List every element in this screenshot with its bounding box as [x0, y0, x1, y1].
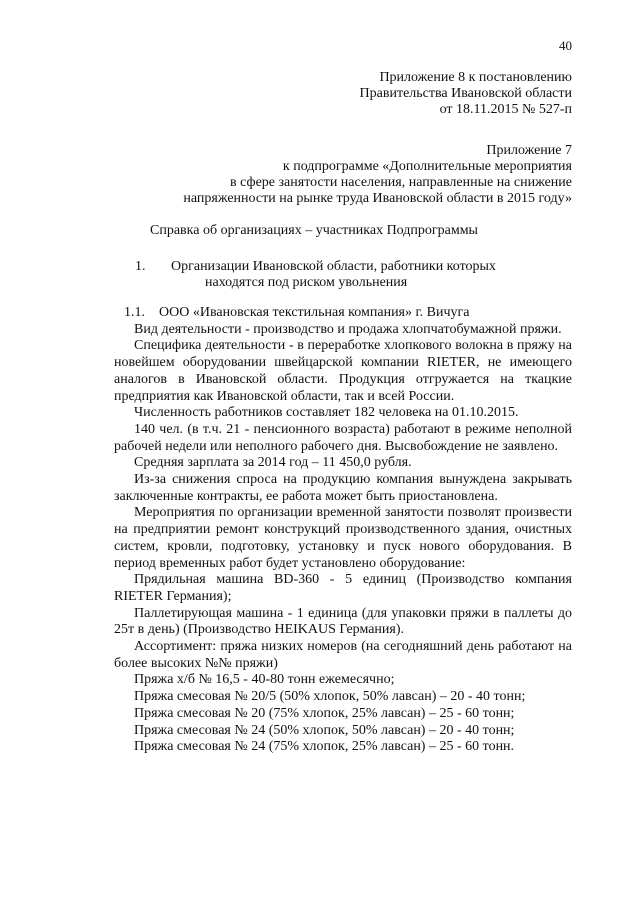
subsection-title: ООО «Ивановская текстильная компания» г. Вичуга	[159, 305, 470, 320]
paragraph: Вид деятельности - производство и продажа хлопчатобумажной пряжи.	[134, 321, 562, 337]
appendix-7-line: в сфере занятости населения, направленные на снижение	[230, 175, 572, 190]
list-item: Пряжа смесовая № 20/5 (50% хлопок, 50% лавсан) – 20 - 40 тонн;	[134, 689, 526, 705]
list-item: Пряжа смесовая № 20 (75% хлопок, 25% лавсан) – 25 - 60 тонн;	[134, 705, 515, 721]
paragraph: Средняя зарплата за 2014 год – 11 450,0 рубля.	[134, 455, 412, 471]
appendix-7-line: к подпрограмме «Дополнительные мероприятия	[282, 159, 572, 174]
appendix-7-line: Приложение 7	[486, 143, 572, 158]
list-item: Пряжа смесовая № 24 (50% хлопок, 50% лавсан) – 20 - 40 тонн;	[134, 722, 515, 738]
appendix-8-header	[360, 70, 572, 118]
appendix-7-header	[183, 143, 572, 207]
subsection-number: 1.1.	[124, 305, 145, 320]
paragraph: Численность работников составляет 182 человека на 01.10.2015.	[134, 405, 519, 421]
paragraph: Ассортимент: пряжа низких номеров (на сегодняшний день работают на более высоких №№ пряжи)	[114, 639, 572, 671]
list-item: Пряжа смесовая № 24 (75% хлопок, 25% лавсан) – 25 - 60 тонн.	[134, 739, 515, 755]
appendix-8-line: Правительства Ивановской области	[359, 86, 572, 101]
paragraph: Специфика деятельности - в переработке хлопкового волокна в пряжу на новейшем оборудовании швейцарской компании RIETER, не имеющего аналогов в Ивановской области. Продукция отгружается на ткацкие предприятия как Ивановской области, так и всей России.	[114, 338, 572, 404]
paragraph: 140 чел. (в т.ч. 21 - пенсионного возраста) работают в режиме неполной рабочей недели или неполного рабочего дня. Высвобождение не заявлено.	[114, 421, 572, 454]
appendix-8-line: Приложение 8 к постановлению	[379, 70, 572, 85]
appendix-7-line: напряженности на рынке труда Ивановской области в 2015 году»	[183, 191, 572, 206]
subsection-heading	[114, 305, 572, 322]
list-item: Пряжа х/б № 16,5 - 40-80 тонн ежемесячно;	[134, 672, 395, 688]
page-number: 40	[559, 38, 572, 53]
section-number: 1.	[135, 259, 146, 274]
document-title: Справка об организациях – участниках Подпрограммы	[150, 223, 478, 238]
paragraph: Из-за снижения спроса на продукцию компания вынуждена закрывать заключенные контракты, ее работа может быть приостановлена.	[114, 472, 572, 504]
paragraph: Мероприятия по организации временной занятости позволят произвести на предприятии ремонт конструкций производственного здания, очистных систем, кровли, подготовку, установку и пуск нового оборудования. В период временных работ будет установлено оборудование:	[114, 505, 572, 571]
paragraph: Паллетирующая машина - 1 единица (для упаковки пряжи в паллеты до 25т в день) (Производство HEIKAUS Германия).	[114, 605, 572, 638]
section-title-line: находятся под риском увольнения	[205, 275, 408, 290]
document-body	[114, 305, 572, 756]
appendix-8-line: от 18.11.2015 № 527-п	[439, 102, 572, 117]
paragraph: Прядильная машина BD-360 - 5 единиц (Производство компания RIETER Германия);	[114, 572, 572, 604]
section-title-line: Организации Ивановской области, работники которых	[171, 259, 496, 274]
